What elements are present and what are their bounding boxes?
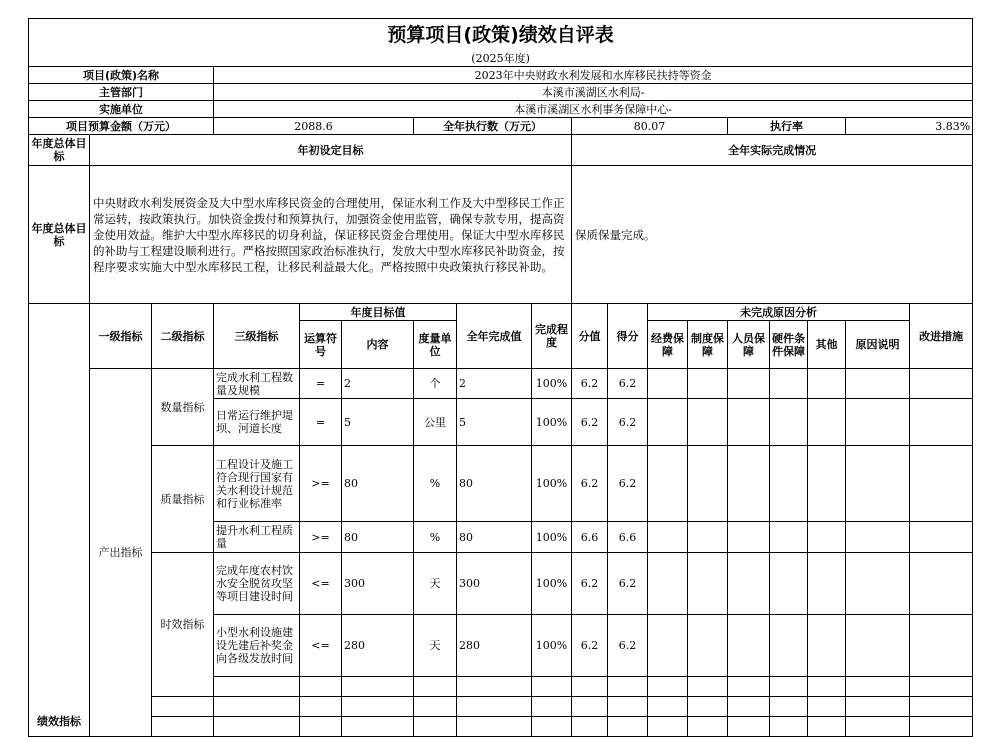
row-annual: 300 [457,553,532,615]
row-improve-cell [910,615,973,677]
continuation-cell [214,677,300,697]
row-reason-cell [770,615,808,677]
row-reason-cell [846,553,910,615]
header-reason-staff: 人员保障 [728,321,770,369]
header-target-group: 年度目标值 [300,304,457,321]
row-reason-cell [728,553,770,615]
row-improve-cell [910,369,973,399]
row-score: 6.2 [572,399,608,446]
perf-indicator-label: 绩效指标 [29,304,90,737]
row-reason-cell [808,446,846,522]
header-reason-other: 其他 [808,321,846,369]
row-reason-cell [728,615,770,677]
row-op: <= [300,553,342,615]
row-content: 280 [342,615,414,677]
row-got: 6.2 [608,399,648,446]
row-reason-cell [770,399,808,446]
header-reason-group: 未完成原因分析 [648,304,910,321]
continuation-cell [688,717,728,737]
row-annual: 280 [457,615,532,677]
row-reason-cell [846,446,910,522]
row-unit: 公里 [414,399,457,446]
row-content: 80 [342,446,414,522]
l2-quantity: 数量指标 [152,369,214,446]
continuation-cell [572,677,608,697]
continuation-cell [728,677,770,697]
row-reason-cell [728,522,770,553]
header-score: 分值 [572,304,608,369]
row-reason-cell [648,522,688,553]
header-unit: 度量单位 [414,321,457,369]
row-op: = [300,399,342,446]
row-unit: 个 [414,369,457,399]
goal-row-label: 年度总体目标 [29,166,90,304]
row-reason-cell [770,522,808,553]
row-annual: 80 [457,446,532,522]
row-reason-cell [688,522,728,553]
actual-result-header: 全年实际完成情况 [572,135,973,166]
unit-value: 本溪市溪湖区水利事务保障中心- [214,101,973,118]
header-degree: 完成程度 [532,304,572,369]
row-reason-cell [648,446,688,522]
goal-row-label-top: 年度总体目标 [29,135,90,166]
row-reason-cell [648,399,688,446]
unit-label: 实施单位 [29,101,214,118]
header-annual: 全年完成值 [457,304,532,369]
row-name: 小型水利设施建设先建后补奖金向各级发放时间 [214,615,300,677]
row-reason-cell [808,522,846,553]
row-name: 完成水利工程数量及规模 [214,369,300,399]
row-name: 完成年度农村饮水安全脱贫攻坚等项目建设时间 [214,553,300,615]
continuation-cell [910,677,973,697]
header-improve: 改进措施 [910,304,973,369]
row-improve-cell [910,553,973,615]
header-l3: 三级指标 [214,304,300,369]
row-reason-cell [808,615,846,677]
row-degree: 100% [532,553,572,615]
row-reason-cell [688,553,728,615]
row-unit: % [414,522,457,553]
continuation-cell [608,717,648,737]
row-op: <= [300,615,342,677]
table-row [29,717,973,737]
continuation-cell [414,717,457,737]
row-reason-cell [770,553,808,615]
continuation-cell [910,717,973,737]
header-got: 得分 [608,304,648,369]
evaluation-table [28,18,973,737]
row-op: >= [300,446,342,522]
row-reason-cell [648,553,688,615]
row-got: 6.2 [608,446,648,522]
row-degree: 100% [532,446,572,522]
header-l1: 一级指标 [90,304,152,369]
continuation-cell [457,677,532,697]
page-title: 预算项目(政策)绩效自评表 [29,19,973,51]
row-score: 6.6 [572,522,608,553]
budget-label: 项目预算金额（万元） [29,118,214,135]
continuation-cell [608,677,648,697]
project-name-value: 2023年中央财政水利发展和水库移民扶持等资金 [214,67,973,84]
row-reason-cell [846,399,910,446]
table-row [29,446,973,522]
row-reason-cell [728,399,770,446]
continuation-cell [457,717,532,737]
row-content: 2 [342,369,414,399]
row-annual: 5 [457,399,532,446]
row-got: 6.2 [608,369,648,399]
row-reason-cell [688,446,728,522]
continuation-cell [414,677,457,697]
row-content: 300 [342,553,414,615]
row-degree: 100% [532,522,572,553]
row-improve-cell [910,399,973,446]
continuation-cell [728,717,770,737]
row-reason-cell [728,446,770,522]
row-op: >= [300,522,342,553]
header-op: 运算符号 [300,321,342,369]
initial-goal-header: 年初设定目标 [90,135,572,166]
row-score: 6.2 [572,369,608,399]
row-reason-cell [688,399,728,446]
table-row [29,369,973,399]
row-unit: 天 [414,553,457,615]
project-name-label: 项目(政策)名称 [29,67,214,84]
row-score: 6.2 [572,553,608,615]
row-name: 工程设计及施工符合现行国家有关水利设计规范和行业标准率 [214,446,300,522]
l2-time: 时效指标 [152,553,214,697]
continuation-cell [648,677,688,697]
row-reason-cell [770,369,808,399]
continuation-cell [532,717,572,737]
row-reason-cell [648,615,688,677]
continuation-cell [688,677,728,697]
continuation-cell [532,677,572,697]
row-reason-cell [808,399,846,446]
row-got: 6.6 [608,522,648,553]
dept-value: 本溪市溪湖区水利局- [214,84,973,101]
l2-quality: 质量指标 [152,446,214,553]
row-reason-cell [688,615,728,677]
row-reason-cell [688,369,728,399]
row-reason-cell [846,369,910,399]
row-reason-cell [728,369,770,399]
table-row [29,553,973,615]
header-l2: 二级指标 [152,304,214,369]
continuation-cell [342,677,414,697]
row-content: 5 [342,399,414,446]
executed-value: 80.07 [572,118,728,135]
continuation-cell [808,677,846,697]
row-unit: 天 [414,615,457,677]
row-degree: 100% [532,369,572,399]
rate-label: 执行率 [728,118,846,135]
row-degree: 100% [532,615,572,677]
row-annual: 80 [457,522,532,553]
row-annual: 2 [457,369,532,399]
row-improve-cell [910,446,973,522]
header-reason-note: 原因说明 [846,321,910,369]
row-degree: 100% [532,399,572,446]
continuation-cell [770,717,808,737]
continuation-cell [300,717,342,737]
executed-label: 全年执行数（万元） [414,118,572,135]
continuation-cell [300,677,342,697]
initial-goal-text: 中央财政水利发展资金及大中型水库移民资金的合理使用，保证水利工作及大中型移民工作正常运转，按政策执行。加快资金拨付和预算执行，加强资金使用监管，确保专款专用，提高资金使用效益。维护大中型水库移民的切身利益，保证移民资金合理使用。保证大中型水库移民的补助与工程建设顺利进行。严格按照国家政治标准执行，发放大中型水库移民补助资金，按程序要求实施大中型水库移民工程，让移民利益最大化。严格按照中央政策执行移民补助。 [90,166,572,304]
row-got: 6.2 [608,553,648,615]
header-content: 内容 [342,321,414,369]
row-reason-cell [808,369,846,399]
budget-value: 2088.6 [214,118,414,135]
l1-output: 产出指标 [90,369,152,737]
continuation-cell [648,717,688,737]
row-name: 提升水利工程质量 [214,522,300,553]
continuation-cell [846,717,910,737]
row-reason-cell [846,522,910,553]
row-score: 6.2 [572,446,608,522]
row-improve-cell [910,522,973,553]
row-content: 80 [342,522,414,553]
continuation-cell [770,677,808,697]
evaluation-sheet [28,18,972,737]
actual-result-text: 保质保量完成。 [572,166,973,304]
row-reason-cell [846,615,910,677]
row-op: = [300,369,342,399]
header-reason-system: 制度保障 [688,321,728,369]
continuation-cell [572,717,608,737]
row-reason-cell [808,553,846,615]
row-reason-cell [648,369,688,399]
dept-label: 主管部门 [29,84,214,101]
rate-value: 3.83% [846,118,973,135]
continuation-cell [152,717,214,737]
header-reason-funding: 经费保障 [648,321,688,369]
continuation-cell [808,717,846,737]
row-got: 6.2 [608,615,648,677]
continuation-cell [846,677,910,697]
continuation-cell [342,717,414,737]
row-reason-cell [770,446,808,522]
row-score: 6.2 [572,615,608,677]
continuation-cell [214,717,300,737]
header-reason-hardware: 硬件条件保障 [770,321,808,369]
row-name: 日常运行维护堤坝、河道长度 [214,399,300,446]
year-label: (2025年度) [29,51,973,67]
row-unit: % [414,446,457,522]
